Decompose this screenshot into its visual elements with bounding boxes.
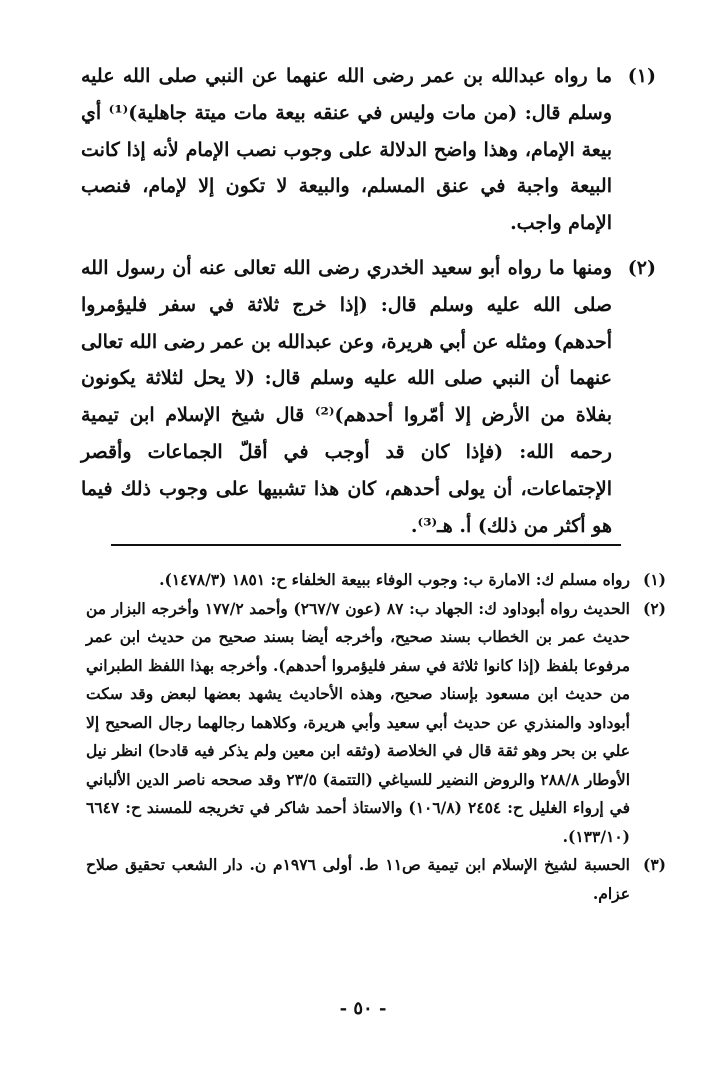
paragraph-text: ما رواه عبدالله بن عمر رضى الله عنهما عن النبي صلى الله عليه وسلم قال: (من مات وليس في عنقه بيعة مات ميتة جاهلية)⁽¹⁾ أي بيعة الإمام، وهذا واضح الدلالة على وجوب نصب الإمام لأنه إذا كانت البيعة واجبة في عنق المسلم، والبيعة لا تكون إلا لإمام، فنصب الإمام واجب. — [81, 65, 612, 235]
footnote-text: الحسبة لشيخ الإسلام ابن تيمية ص١١ ط. أولى ١٩٧٦م ن. دار الشعب تحقيق صلاح عزام. — [86, 855, 630, 903]
page-number: - ٥٠ - — [339, 998, 387, 1019]
footnote-divider — [111, 544, 621, 546]
paragraph-text: ومنها ما رواه أبو سعيد الخدري رضى الله تعالى عنه أن رسول الله صلى الله عليه وسلم قال: (إذا خرج ثلاثة في سفر فليؤمروا أحدهم) ومثله عن أبي هريرة، وعن عبدالله بن عمر رضى الله تعالى عنهما أن النبي صلى الله عليه وسلم قال: (لا يحل لثلاثة يكونون بفلاة من الأرض إلا أمّروا أحدهم)⁽²⁾ قال شيخ الإسلام ابن تيمية رحمه الله: (فإذا كان قد أوجب في أقلّ الجماعات وأقصر الإجتماعات، أن يولى أحدهم، كان هذا تشبيها على وجوب ذلك فيما هو أكثر من ذلك) أ. هـ⁽³⁾. — [81, 256, 612, 537]
paragraph-number: (٢) — [627, 256, 656, 279]
footnote-2 — [86, 595, 666, 852]
footnotes — [86, 566, 666, 908]
paragraph-2 — [81, 250, 656, 544]
main-text — [81, 58, 656, 552]
footnote-text: رواه مسلم ك: الامارة ب: وجوب الوفاء ببيعة الخلفاء ح: ١٨٥١ (١٤٧٨/٣). — [159, 570, 630, 589]
footnote-3 — [86, 851, 666, 908]
footnote-number: (٣) — [642, 855, 666, 874]
footnote-number: (٢) — [642, 598, 666, 618]
footnote-text: الحديث رواه أبوداود ك: الجهاد ب: ٨٧ (عون ٢٦٧/٧) وأحمد ١٧٧/٢ وأخرجه البزار من حديث عمر بن الخطاب بسند صحيح، وأخرجه أيضا بسند صحيح من حديث ابن عمر مرفوعا بلفظ (إذا كانوا ثلاثة في سفر فليؤمروا أحدهم). وأخرجه بهذا اللفظ الطبراني من حديث ابن مسعود بإسناد صحيح، وهذه الأحاديث يشهد بعضها لبعض وقد سكت أبوداود والمنذري عن حديث أبي سعيد وأبي هريرة، وكلاهما رجالهما رجال الصحيح إلا علي بن بحر وهو ثقة قال في الخلاصة (وثقه ابن معين ولم يذكر فيه قادحا) انظر نيل الأوطار ٢٨٨/٨ والروض النضير للسياغي (التتمة) ٢٣/٥ وقد صححه ناصر الدين الألباني في إرواء الغليل ح: ٢٤٥٤ (١٠٦/٨) والاستاذ أحمد شاكر في تخريجه للمسند ح: ٦٦٤٧ (١٣٣/١٠). — [86, 598, 631, 846]
footnote-number: (١) — [642, 570, 666, 589]
paragraph-number: (١) — [627, 65, 656, 87]
footnote-1 — [86, 566, 666, 595]
paragraph-1 — [81, 58, 656, 242]
